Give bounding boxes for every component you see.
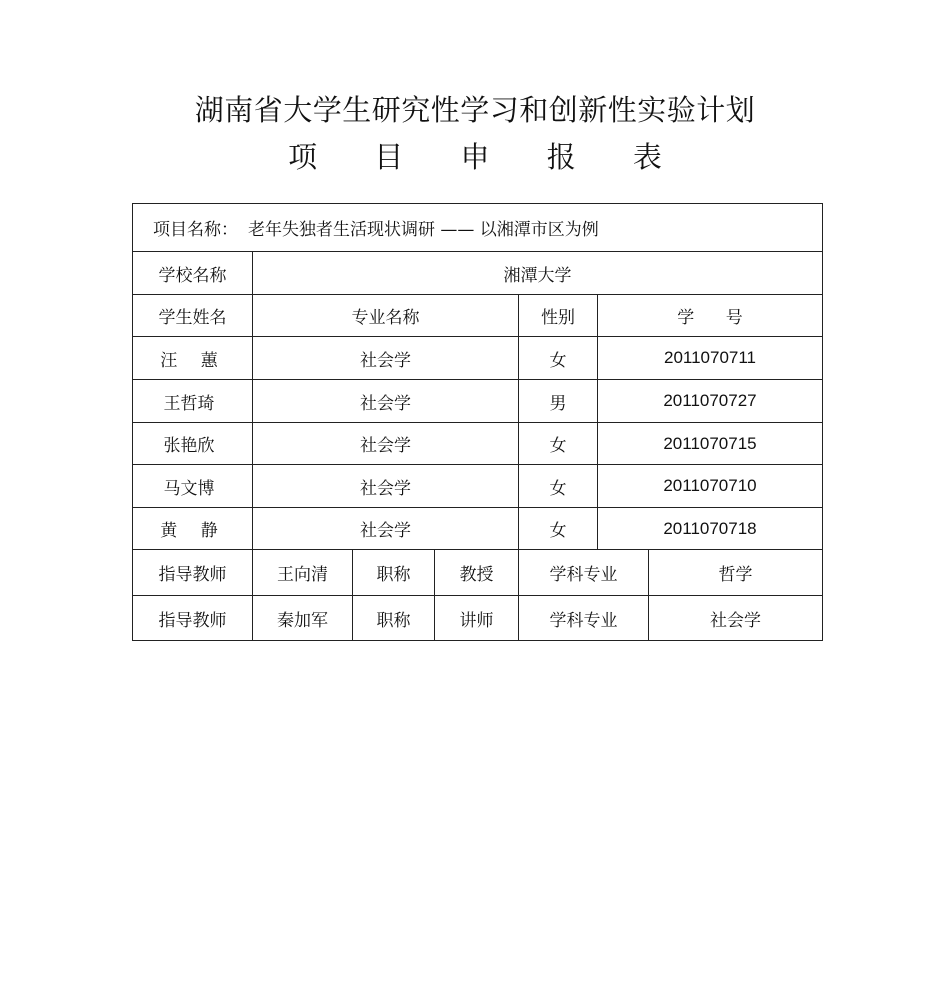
advisor-title-label: 职称 [352,596,434,640]
advisor-title-label: 职称 [352,550,434,595]
student-header-row [133,294,822,336]
student-row [133,422,822,464]
application-table [132,203,823,641]
student-name: 汪 蕙 [160,350,218,371]
school-name: 湘潭大学 [252,252,822,294]
school-row [133,251,822,294]
student-id: 2011070727 [597,380,822,422]
header-student-name: 学生姓名 [158,308,227,328]
student-gender: 女 [518,465,597,507]
advisor-row [133,549,822,595]
student-name: 黄 静 [160,521,218,541]
form-title: 湖南省大学生研究性学习和创新性实验计划 [194,93,756,127]
advisor-label: 指导教师 [158,610,227,631]
project-label: 项目名称： [153,220,238,240]
project-row [133,204,822,251]
student-id: 2011070715 [597,423,822,464]
advisor-label: 指导教师 [158,565,227,585]
student-gender: 男 [518,380,597,422]
student-id: 2011070710 [597,465,822,507]
advisor-title: 讲师 [434,596,518,640]
advisor-name: 秦加军 [252,596,352,640]
project-cell [133,204,822,251]
advisor-field: 哲学 [648,550,822,595]
header-major: 专业名称 [252,295,518,336]
student-name: 马文博 [163,478,215,499]
student-name: 王哲琦 [163,393,215,414]
advisor-field: 社会学 [648,596,822,640]
advisor-row [133,595,822,640]
student-row [133,379,822,422]
student-gender: 女 [518,337,597,379]
advisor-field-label: 学科专业 [518,596,648,640]
school-label: 学校名称 [158,265,227,286]
student-major: 社会学 [252,508,518,549]
student-row [133,507,822,549]
student-name: 张艳欣 [163,436,215,456]
student-gender: 女 [518,508,597,549]
form-subtitle: 项 目 申 报 表 [288,140,662,174]
student-major: 社会学 [252,337,518,379]
student-major: 社会学 [252,380,518,422]
student-row [133,464,822,507]
student-major: 社会学 [252,423,518,464]
student-row [133,336,822,379]
student-gender: 女 [518,423,597,464]
header-student-id: 学 号 [597,295,822,336]
project-name: 老年失独者生活现状调研 —— 以湘潭市区为例 [248,220,599,240]
advisor-name: 王向清 [252,550,352,595]
advisor-title: 教授 [434,550,518,595]
header-gender: 性别 [518,295,597,336]
advisor-field-label: 学科专业 [518,550,648,595]
student-id: 2011070711 [597,337,822,379]
student-id: 2011070718 [597,508,822,549]
student-major: 社会学 [252,465,518,507]
